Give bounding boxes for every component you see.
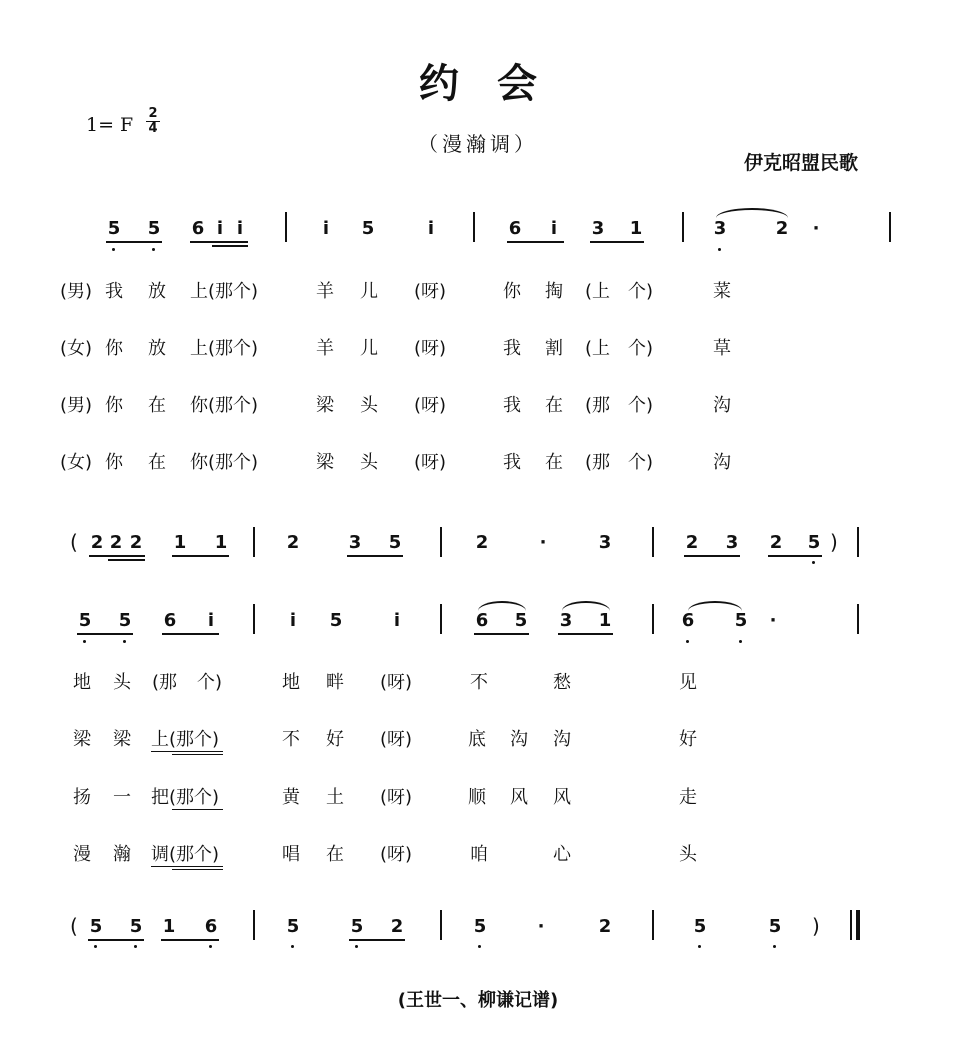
singer-label: (女) [60,452,93,473]
lyric-cell: 在 [545,452,563,473]
lyric-cell: 把(那个) [151,787,220,808]
note: 2 [390,916,404,937]
lyric-cell: 你 [105,338,123,359]
lyric-cell: 个) [628,338,654,359]
note: 5 [118,610,132,631]
note: 1 [214,532,228,553]
lyric-cell: 头 [679,844,697,865]
paren-open: ( [70,530,78,554]
note: · [537,916,545,937]
lyric-cell: 在 [148,452,166,473]
note: 5 [473,916,487,937]
note: 5 [286,916,300,937]
note: 5 [129,916,143,937]
lyric-cell: 在 [326,844,344,865]
lyric-cell: 个) [197,672,223,693]
lyric-cell: 你 [105,452,123,473]
note: 5 [388,532,402,553]
lyric-cell: 风 [510,787,528,808]
subtitle: （漫瀚调） [418,132,538,156]
lyric-cell: 沟 [553,729,571,750]
lyric-cell: 心 [553,844,571,865]
note: 2 [286,532,300,553]
lyric-cell: 土 [326,787,344,808]
note: 2 [769,532,783,553]
paren-open: ( [70,914,78,938]
note: 5 [361,218,375,239]
singer-label: (男) [60,395,93,416]
note: 5 [107,218,121,239]
note: 5 [329,610,343,631]
note: 5 [807,532,821,553]
note: i [427,218,435,239]
lyric-cell: (呀) [414,281,447,302]
key-signature: 1= F [86,114,134,136]
lyric-cell: 顺 [468,787,486,808]
lyric-cell: 走 [679,787,697,808]
lyric-cell: 见 [679,672,697,693]
note: 2 [685,532,699,553]
lyric-cell: (呀) [380,672,413,693]
lyric-cell: 漫 [73,844,91,865]
note: 6 [475,610,489,631]
note: · [539,532,547,553]
lyric-cell: 调(那个) [151,844,220,865]
lyric-cell: 割 [545,338,563,359]
note: i [322,218,330,239]
note: 1 [629,218,643,239]
lyric-cell: 我 [503,395,521,416]
note: 2 [90,532,104,553]
lyric-cell: 畔 [326,672,344,693]
note: 5 [89,916,103,937]
note: 1 [173,532,187,553]
lyric-cell: 愁 [553,672,571,693]
lyric-cell: (呀) [380,787,413,808]
note: 5 [693,916,707,937]
lyric-cell: 不 [470,672,488,693]
paren-close: ) [830,530,838,554]
lyric-cell: 个) [628,452,654,473]
note: 5 [768,916,782,937]
lyric-cell: 羊 [316,338,334,359]
lyric-cell: 扬 [73,787,91,808]
lyric-cell: 梁 [316,395,334,416]
note: 5 [147,218,161,239]
lyric-cell: (呀) [414,395,447,416]
note: 6 [508,218,522,239]
lyric-cell: 儿 [360,281,378,302]
singer-label: (男) [60,281,93,302]
lyric-cell: (那 [585,395,611,416]
lyric-cell: 我 [503,338,521,359]
lyric-cell: 头 [113,672,131,693]
lyric-cell: 个) [628,281,654,302]
lyric-cell: (上 [585,281,611,302]
note: 3 [713,218,727,239]
attribution: 伊克昭盟民歌 [744,152,859,174]
paren-close: ) [812,914,820,938]
lyric-cell: 儿 [360,338,378,359]
note: 2 [475,532,489,553]
lyric-cell: 个) [628,395,654,416]
note: 1 [598,610,612,631]
lyric-cell: 梁 [73,729,91,750]
lyric-cell: (那 [152,672,178,693]
note: i [207,610,215,631]
lyric-cell: 一 [113,787,131,808]
note: i [236,218,244,239]
lyric-cell: 梁 [113,729,131,750]
note: 3 [725,532,739,553]
lyric-cell: 好 [679,729,697,750]
lyric-cell: (上 [585,338,611,359]
lyric-cell: 好 [326,729,344,750]
note: 5 [514,610,528,631]
lyric-cell: 你(那个) [190,452,259,473]
note: 3 [598,532,612,553]
lyric-cell: 头 [360,395,378,416]
lyric-cell: 黄 [282,787,300,808]
page-title: 约会 [419,60,575,107]
lyric-cell: 唱 [282,844,300,865]
lyric-cell: 你(那个) [190,395,259,416]
lyric-cell: 地 [282,672,300,693]
lyric-cell: (呀) [380,844,413,865]
note: 1 [162,916,176,937]
lyric-cell: 我 [105,281,123,302]
lyric-cell: 在 [148,395,166,416]
lyric-cell: 咱 [470,844,488,865]
note: i [289,610,297,631]
time-signature-bottom: 4 [148,121,158,136]
note: 2 [598,916,612,937]
lyric-cell: 梁 [316,452,334,473]
lyric-cell: 地 [73,672,91,693]
note: 6 [681,610,695,631]
note: 2 [129,532,143,553]
lyric-cell: 我 [503,452,521,473]
note: 5 [350,916,364,937]
singer-label: (女) [60,338,93,359]
lyric-cell: (呀) [380,729,413,750]
lyric-cell: 底 [468,729,486,750]
lyric-cell: 在 [545,395,563,416]
note: 2 [775,218,789,239]
lyric-cell: 放 [148,338,166,359]
lyric-cell: 上(那个) [190,338,259,359]
lyric-cell: 你 [503,281,521,302]
lyric-cell: 掏 [545,281,563,302]
note: i [550,218,558,239]
lyric-cell: 菜 [713,281,731,302]
lyric-cell: 上(那个) [151,729,220,750]
lyric-cell: 放 [148,281,166,302]
note: 3 [348,532,362,553]
lyric-cell: (呀) [414,338,447,359]
note: 2 [109,532,123,553]
note: 6 [163,610,177,631]
note: 6 [191,218,205,239]
lyric-cell: 沟 [713,395,731,416]
lyric-cell: 瀚 [113,844,131,865]
lyric-cell: 草 [713,338,731,359]
lyric-cell: 上(那个) [190,281,259,302]
transcriber-credit: (王世一、柳谦记谱) [397,990,559,1011]
note: 5 [78,610,92,631]
time-signature-top: 2 [148,106,158,121]
note: 3 [559,610,573,631]
note: · [769,610,777,631]
note: i [393,610,401,631]
lyric-cell: 风 [553,787,571,808]
lyric-cell: (呀) [414,452,447,473]
lyric-cell: 你 [105,395,123,416]
note: 5 [734,610,748,631]
lyric-cell: 沟 [510,729,528,750]
lyric-cell: 沟 [713,452,731,473]
lyric-cell: (那 [585,452,611,473]
lyric-cell: 不 [282,729,300,750]
note: i [216,218,224,239]
lyric-cell: 头 [360,452,378,473]
note: 3 [591,218,605,239]
note: · [812,218,820,239]
note: 6 [204,916,218,937]
lyric-cell: 羊 [316,281,334,302]
